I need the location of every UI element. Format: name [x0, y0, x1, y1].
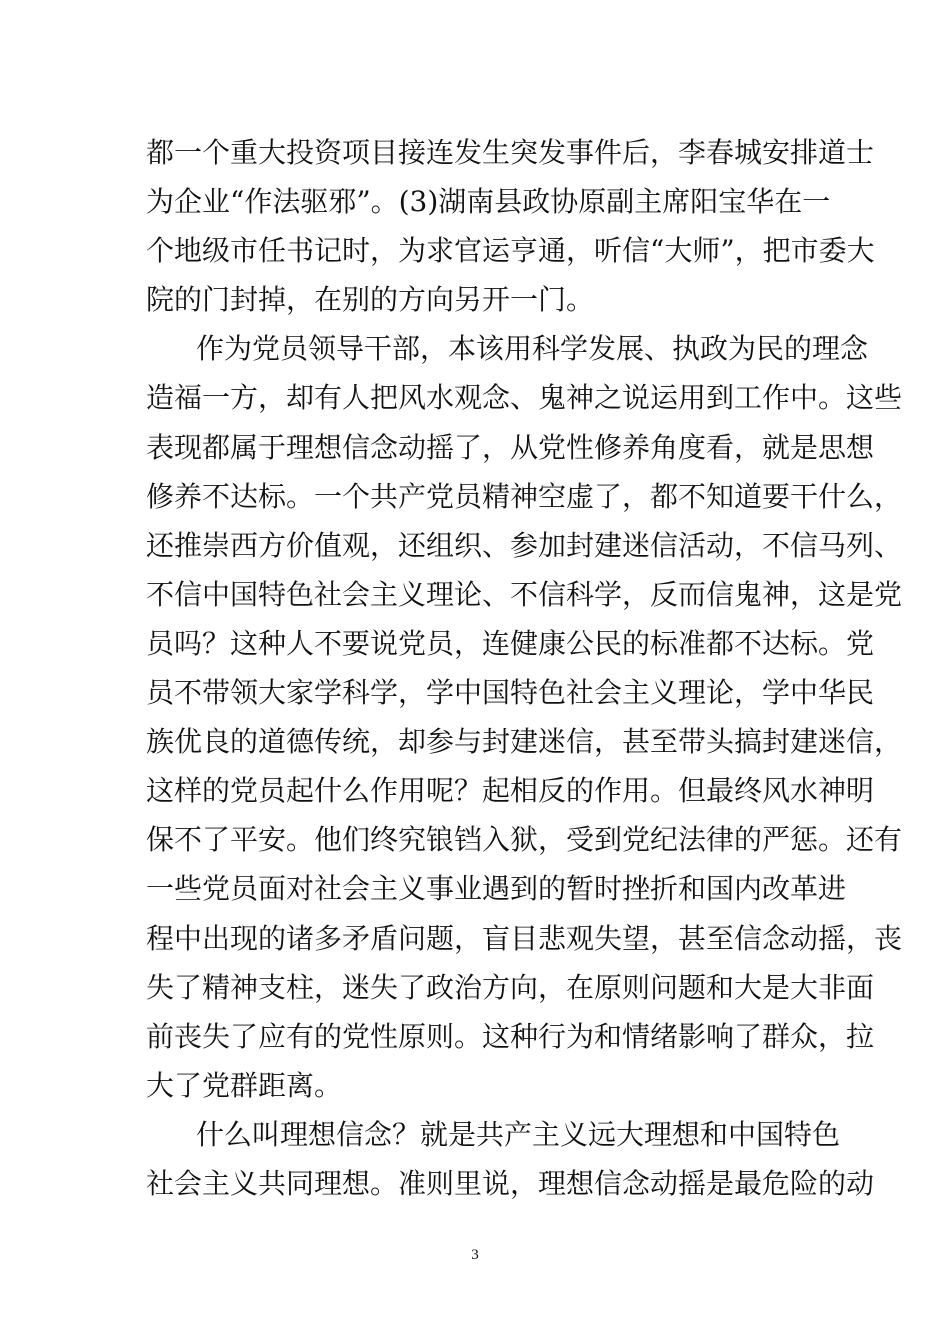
text-line: 都一个重大投资项目接连发生突发事件后，李春城安排道士 — [146, 136, 875, 169]
body-text — [146, 128, 903, 1208]
text-line: 这样的党员起什么作用呢？起相反的作用。但最终风水神明 — [146, 774, 875, 808]
text-line: 大了党群距离。 — [146, 1068, 343, 1102]
text-line: 为企业“作法驱邪”。(3)湖南县政协原副主席阳宝华在一 — [146, 185, 831, 219]
paragraph-first-line: 什么叫理想信念？就是共产主义远大理想和中国特色 — [196, 1117, 841, 1151]
text-line: 前丧失了应有的党性原则。这种行为和情绪影响了群众，拉 — [146, 1019, 875, 1053]
page-number: 3 — [471, 1247, 479, 1263]
text-line: 表现都属于理想信念动摇了，从党性修养角度看，就是思想 — [146, 430, 875, 464]
text-line: 失了精神支柱，迷失了政治方向，在原则问题和大是大非面 — [146, 970, 875, 1004]
text-line: 保不了平安。他们终究锒铛入狱，受到党纪法律的严惩。还有 — [146, 823, 903, 857]
text-line: 修养不达标。一个共产党员精神空虚了，都不知道要干什么， — [146, 479, 903, 513]
text-line: 造福一方，却有人把风水观念、鬼神之说运用到工作中。这些 — [146, 381, 903, 415]
text-line: 员吗？这种人不要说党员，连健康公民的标准都不达标。党 — [146, 626, 875, 660]
text-line: 一些党员面对社会主义事业遇到的暂时挫折和国内改革进 — [146, 872, 847, 906]
text-line: 族优良的道德传统，却参与封建迷信，甚至带头搞封建迷信， — [146, 725, 903, 759]
text-line: 还推崇西方价值观，还组织、参加封建迷信活动，不信马列、 — [146, 528, 903, 562]
text-line: 院的门封掉，在别的方向另开一门。 — [146, 283, 595, 317]
text-line: 员不带领大家学科学，学中国特色社会主义理论，学中华民 — [146, 676, 875, 710]
text-line: 不信中国特色社会主义理论、不信科学，反而信鬼神，这是党 — [146, 577, 903, 611]
paragraph-first-line: 作为党员领导干部，本该用科学发展、执政为民的理念 — [196, 332, 869, 366]
text-line: 社会主义共同理想。准则里说，理想信念动摇是最危险的动 — [146, 1166, 875, 1200]
text-line: 个地级市任书记时，为求官运亨通，听信“大师”，把市委大 — [146, 234, 875, 268]
text-line: 程中出现的诸多矛盾问题，盲目悲观失望，甚至信念动摇，丧 — [146, 921, 903, 955]
